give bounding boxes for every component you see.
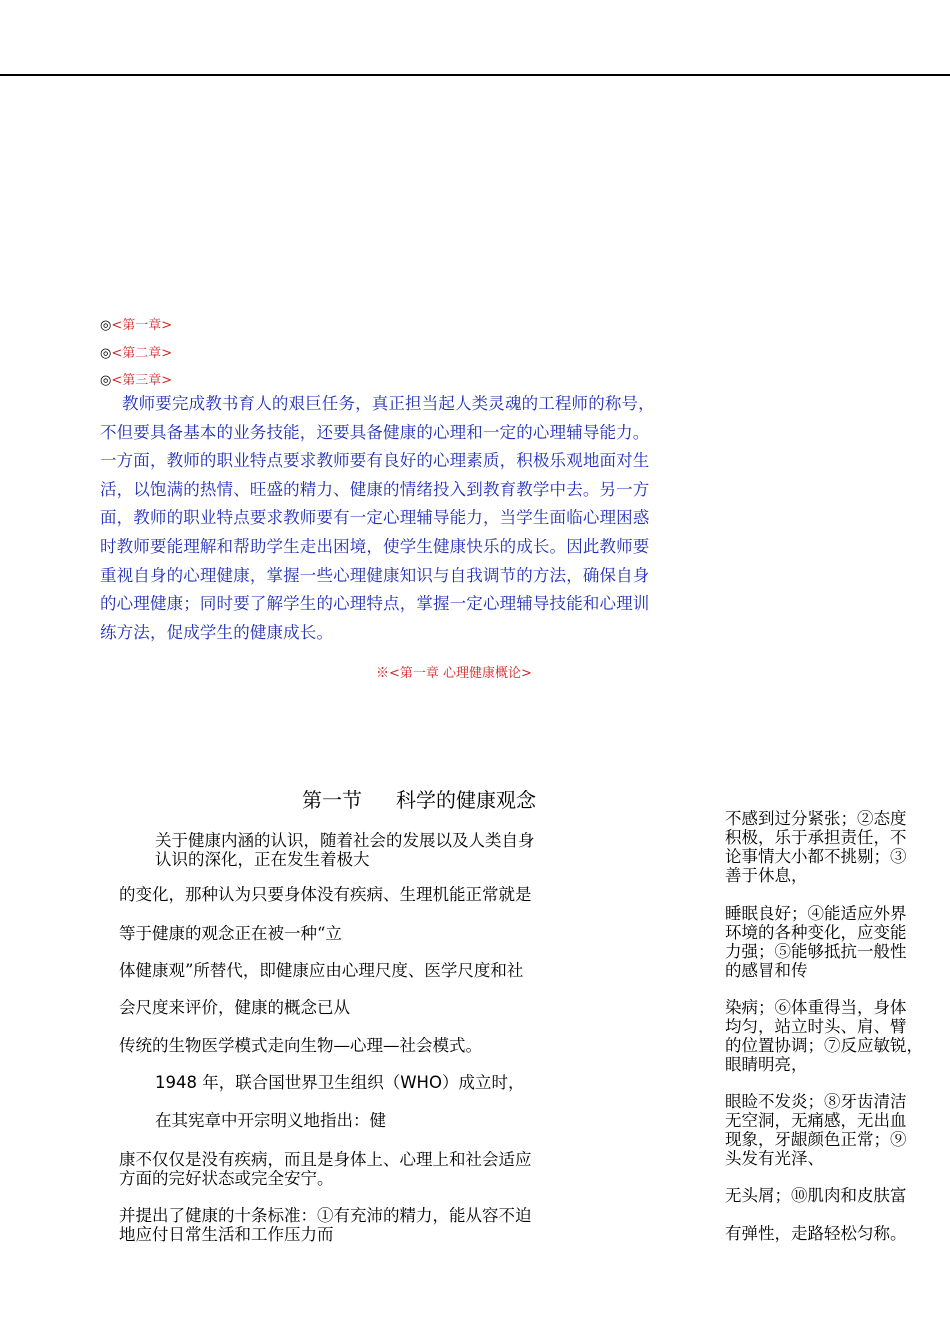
intro-line: 不但要具备基本的业务技能，还要具备健康的心理和一定的心理辅导能力。: [100, 422, 650, 442]
right-column-line: 环境的各种变化，应变能: [725, 923, 907, 942]
right-column-line: 善于休息，: [725, 866, 808, 885]
toc-bullet: ◎: [100, 345, 112, 361]
header-rule: [0, 74, 950, 76]
right-column-line: 不感到过分紧张；②态度: [725, 809, 907, 828]
body-line: 认识的深化，正在发生着极大: [155, 850, 370, 869]
section-title: 科学的健康观念: [396, 788, 536, 812]
toc-item-chapter-1[interactable]: [100, 312, 172, 340]
body-line: 等于健康的观念正在被一种“立: [119, 924, 342, 943]
intro-line: 的心理健康；同时要了解学生的心理特点，掌握一定心理辅导技能和心理训: [100, 594, 650, 614]
table-of-contents: [100, 312, 172, 395]
toc-bullet: ◎: [100, 373, 112, 388]
right-column-line: 无头屑；⑩肌肉和皮肤富: [725, 1186, 907, 1205]
introduction-paragraph: [100, 390, 736, 647]
body-line: 的变化，那种认为只要身体没有疾病、生理机能正常就是: [119, 885, 532, 904]
intro-line: 重视自身的心理健康，掌握一些心理健康知识与自我调节的方法，确保自身: [100, 565, 650, 585]
body-line: 会尺度来评价，健康的概念已从: [119, 998, 350, 1017]
right-column-line: 的感冒和传: [725, 961, 808, 980]
body-line: 1948 年，联合国世界卫生组织（WHO）成立时，: [155, 1073, 525, 1092]
toc-link-chapter-3[interactable]: <第三章>: [111, 373, 173, 388]
right-column-line: 现象，牙龈颜色正常；⑨: [725, 1130, 907, 1149]
right-column-line: 力强；⑤能够抵抗一般性: [725, 942, 907, 961]
section-heading: [302, 784, 536, 813]
right-column-line: 眼睑不发炎；⑧牙齿清洁: [725, 1092, 907, 1111]
body-line: 在其宪章中开宗明义地指出：健: [155, 1111, 386, 1130]
body-line: 关于健康内涵的认识，随着社会的发展以及人类自身: [155, 831, 535, 850]
toc-link-chapter-1[interactable]: <第一章>: [111, 318, 173, 333]
right-column-line: 染病；⑥体重得当，身体: [725, 998, 907, 1017]
right-column-line: 积极，乐于承担责任，不: [725, 828, 907, 847]
right-column-line: 睡眠良好；④能适应外界: [725, 904, 907, 923]
right-column-line: 均匀，站立时头、肩、臂: [725, 1017, 907, 1036]
intro-line: 教师要完成教书育人的艰巨任务，真正担当起人类灵魂的工程师的称号，: [122, 394, 655, 413]
section-number: 第一节: [302, 788, 362, 812]
right-column-line: 眼睛明亮，: [725, 1055, 808, 1074]
intro-line: 面，教师的职业特点要求教师要有一定心理辅导能力，当学生面临心理困惑: [100, 508, 650, 528]
toc-link-chapter-2[interactable]: <第二章>: [111, 345, 173, 361]
right-column-line: 头发有光泽、: [725, 1149, 824, 1168]
intro-line: 活，以饱满的热情、旺盛的精力、健康的情绪投入到教育教学中去。另一方: [100, 479, 650, 499]
chapter-1-link[interactable]: ※<第一章 心理健康概论>: [376, 666, 532, 681]
body-line: 并提出了健康的十条标准：①有充沛的精力，能从容不迫: [119, 1206, 532, 1225]
right-column-line: 无空洞，无痛感，无出血: [725, 1111, 907, 1130]
body-line: 体健康观”所替代，即健康应由心理尺度、医学尺度和社: [119, 961, 524, 980]
right-column-line: 论事情大小都不挑剔；③: [725, 847, 907, 866]
body-line: 地应付日常生活和工作压力而: [119, 1225, 334, 1244]
body-line: 方面的完好状态或完全安宁。: [119, 1169, 334, 1188]
intro-line: 时教师要能理解和帮助学生走出困境，使学生健康快乐的成长。因此教师要: [100, 536, 650, 556]
body-line: 传统的生物医学模式走向生物—心理—社会模式。: [119, 1036, 482, 1055]
intro-line: 一方面，教师的职业特点要求教师要有良好的心理素质，积极乐观地面对生: [100, 451, 650, 471]
toc-item-chapter-2[interactable]: [100, 340, 172, 368]
body-line: 康不仅仅是没有疾病，而且是身体上、心理上和社会适应: [119, 1150, 532, 1169]
intro-line: 练方法，促成学生的健康成长。: [100, 622, 334, 642]
right-column-line: 的位置协调；⑦反应敏锐，: [725, 1036, 923, 1055]
right-column-line: 有弹性，走路轻松匀称。: [725, 1224, 907, 1243]
toc-bullet: ◎: [100, 318, 112, 333]
